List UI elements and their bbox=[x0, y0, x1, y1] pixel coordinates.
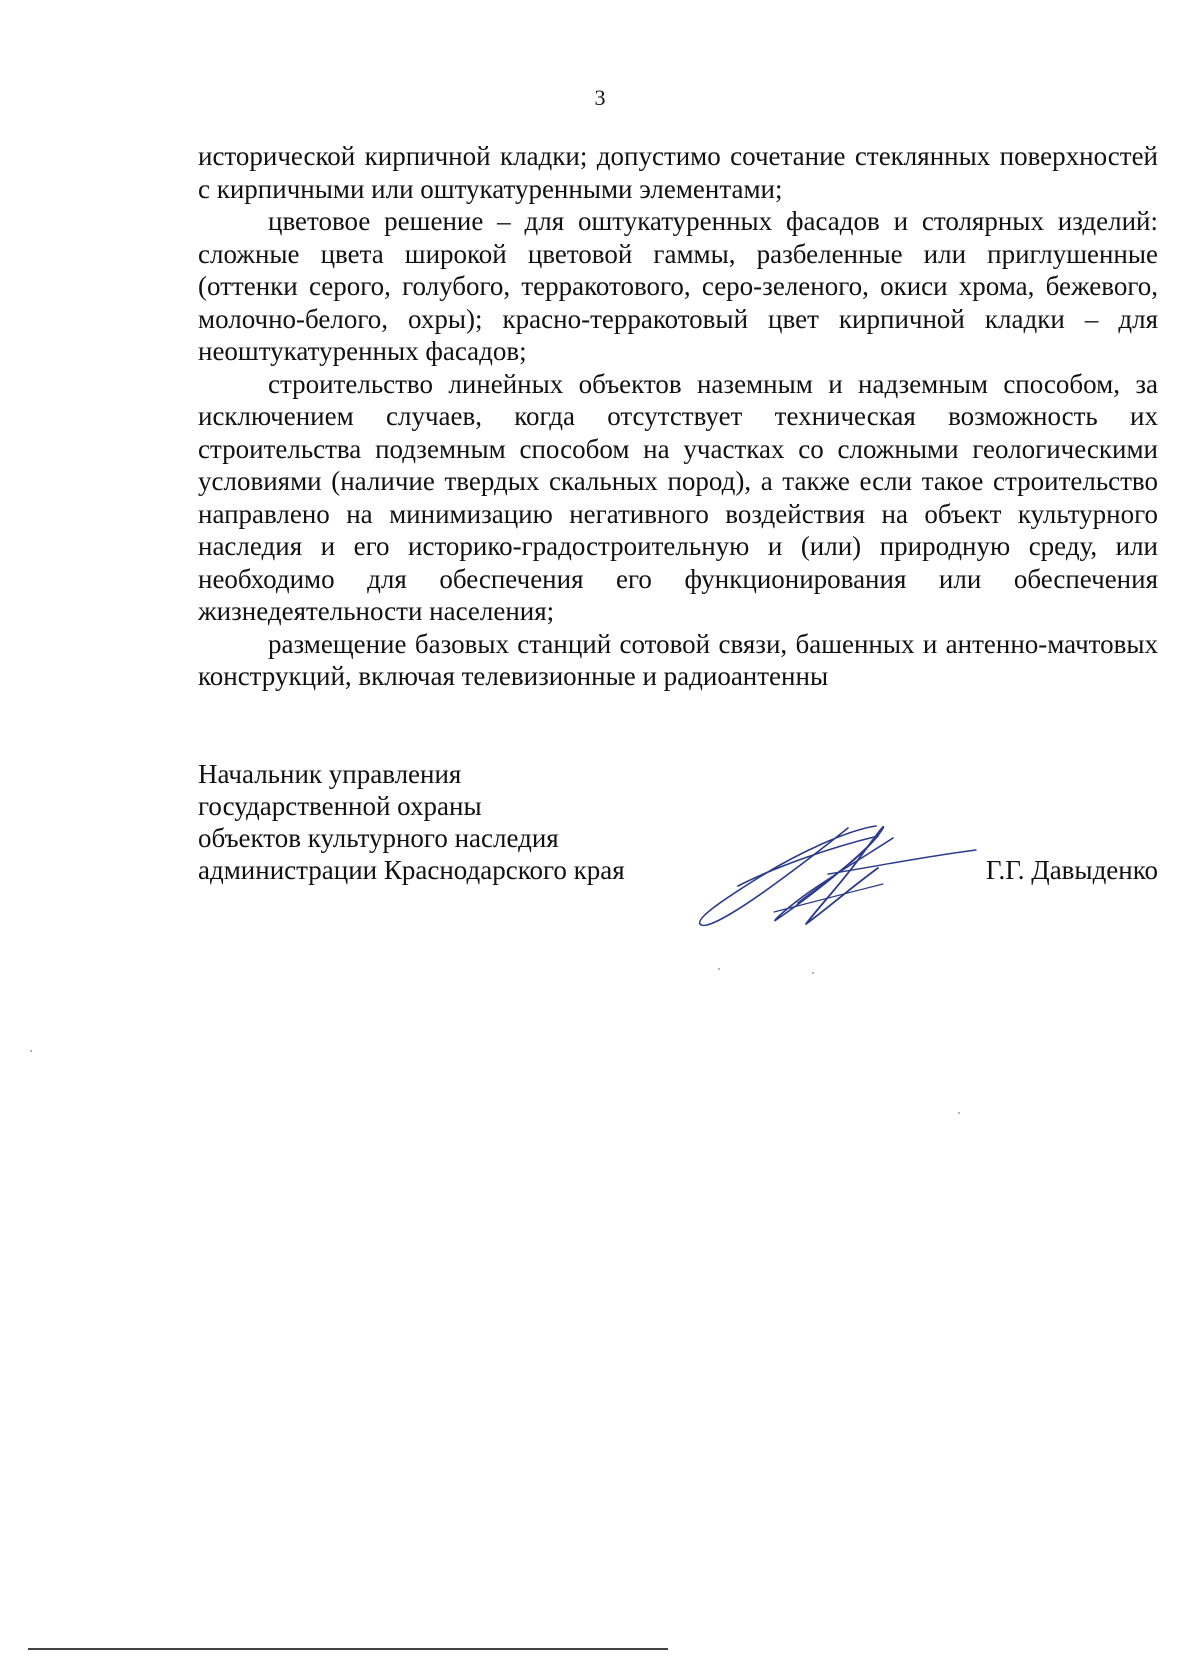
paragraph-linear-objects: строительство линейных объектов наземным и надземным способом, за исключением случаев, когда отсутствует техническая возможность их строительства подземным способом на участках со сложными геологическими условиями (наличие твердых скальных пород), а также если такое строительство направлено на минимизацию негативного воздействия на объект культурного наследия и его историко-градостроительную и (или) природную среду, или необходимо для обеспечения его функционирования или обеспечения жизнедеятельности населения; bbox=[198, 368, 1158, 626]
scan-dot bbox=[958, 1112, 960, 1114]
scan-dot bbox=[30, 1050, 32, 1052]
paragraph-base-stations: размещение базовых станций сотовой связи, башенных и антенно-мачтовых конструкций, включая телевизионные и радиоантенны bbox=[198, 628, 1158, 691]
scan-dot bbox=[718, 968, 720, 970]
signature-stroke bbox=[798, 827, 883, 924]
signatory-name: Г.Г. Давыденко bbox=[985, 855, 1158, 885]
signature-stroke bbox=[700, 826, 876, 925]
page-number: 3 bbox=[594, 85, 606, 110]
signatory-title-line: администрации Краснодарского края bbox=[198, 855, 625, 885]
signature-block bbox=[198, 758, 1158, 948]
signature-stroke bbox=[738, 836, 893, 921]
scan-dot bbox=[812, 972, 814, 974]
signatory-title-line: Начальник управления bbox=[198, 759, 462, 789]
footer-rule bbox=[28, 1648, 668, 1650]
paragraph-continuation: исторической кирпичной кладки; допустимо сочетание стеклянных поверхностей с кирпичными или оштукатуренными элементами; bbox=[198, 141, 1158, 204]
signatory-title bbox=[198, 758, 625, 886]
handwritten-signature bbox=[678, 808, 978, 933]
paragraph-color-scheme: цветовое решение – для оштукатуренных фасадов и столярных изделий: сложные цвета широкой цветовой гаммы, разбеленные или приглушенные (оттенки серого, голубого, терракотового, серо-зеленого, окиси хрома, бежевого, молочно-белого, охры); красно-терракотовый цвет кирпичной кладки – для неоштукатуренных фасадов; bbox=[198, 206, 1158, 366]
signatory-title-line: государственной охраны bbox=[198, 791, 482, 821]
document-body bbox=[198, 140, 1158, 693]
signatory-title-line: объектов культурного наследия bbox=[198, 823, 559, 853]
